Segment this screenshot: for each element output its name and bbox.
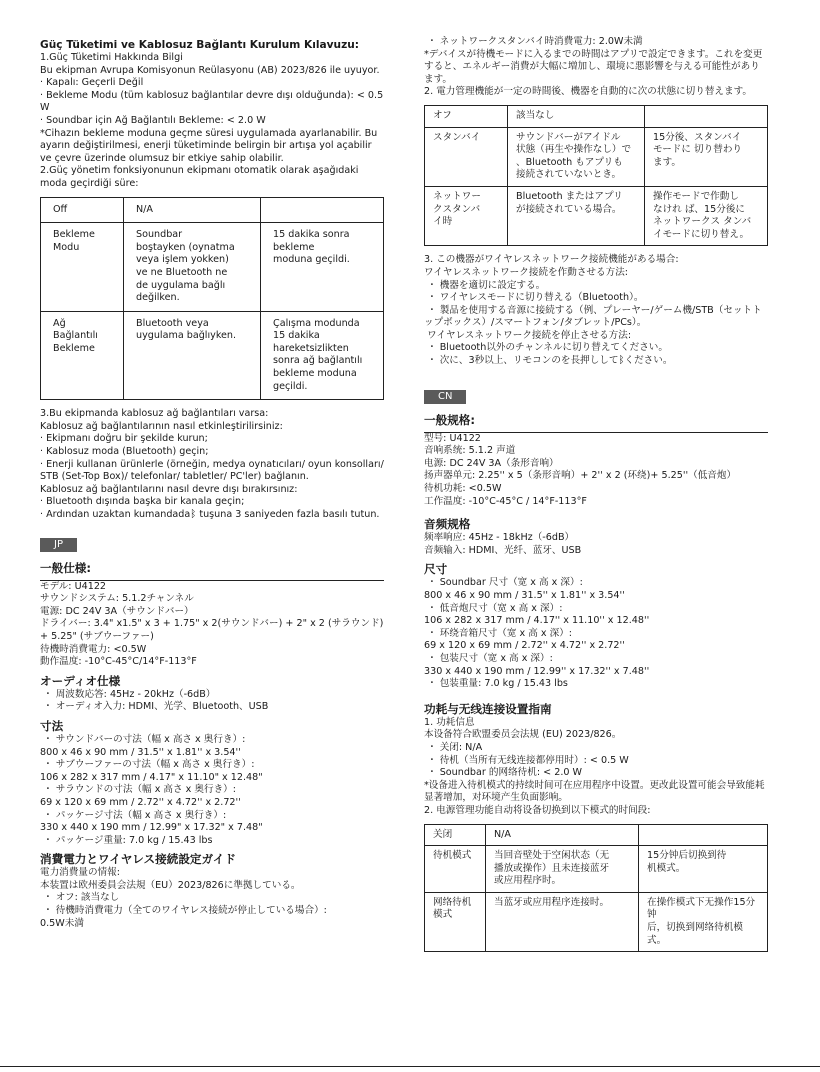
table-cell: N/A: [486, 824, 639, 846]
table-cell: Bekleme Modu: [41, 223, 124, 312]
table-cell: Bluetooth またはアプリ が接続されている場合。: [508, 186, 645, 245]
jp-general: モデル: U4122 サウンドシステム: 5.1.2チャンネル 電源: DC 24V 3A（サウンドバー） ドライバー: 3.4" x1.5" x 3 + 1.75" x 2(サウンドバー) + 2" x 2 (サラウンド) + 5.25" (サブウーファー) 待機時消費電力: <0.5W 動作温度: -10°C-45°C/14°F-113°F: [40, 580, 384, 668]
table-cell: オフ: [425, 105, 508, 127]
bluetooth-icon: ᛒ: [618, 355, 625, 367]
cn-size-title: 尺寸: [424, 562, 448, 577]
cn-audio-title: 音频规格: [424, 517, 471, 532]
bluetooth-icon: ᛒ: [190, 509, 197, 520]
table-cell: 当回音壁处于空闲状态（无 播放或操作）且未连接蓝牙 或应用程序时。: [486, 846, 639, 893]
table-cell: [261, 197, 384, 223]
table-cell: ネットワー クスタンバ イ時: [425, 186, 508, 245]
table-row: [41, 223, 384, 312]
cn-power-table: [424, 824, 768, 953]
table-row: [425, 824, 768, 846]
cn-audio: 频率响应: 45Hz - 18kHz（-6dB） 音频输入: HDMI、光纤、蓝牙、USB: [424, 532, 582, 556]
table-cell: 网络待机 模式: [425, 892, 486, 951]
jp-power-table: [424, 105, 768, 246]
table-cell: 当蓝牙或应用程序连接时。: [486, 892, 639, 951]
right-column: [424, 36, 768, 960]
table-cell: 15分後、スタンバイ モードに 切り替わり ます。: [645, 127, 768, 186]
tr-wireless-tail: tuşuna 3 saniyeden fazla basılı tutun.: [196, 509, 380, 520]
table-row: [425, 105, 768, 127]
table-cell: 15 dakika sonra bekleme moduna geçildi.: [261, 223, 384, 312]
table-row: [425, 892, 768, 951]
tr-wireless-text: 3.Bu ekipmanda kablosuz ağ bağlantıları varsa: Kablosuz ağ bağlantılarının nasıl etkinleştirilirsiniz: · Ekipmanı doğru bir şekilde kurun; · Kablosuz moda (Bluetooth) geçin; · Enerji kullanan ürünlerle (örneğin, medya oynatıcıları/ oyun konsolları/ STB (Set-Top Box)/ telefonlar/ tabletler/ PC'ler) bağlanın. Kablosuz ağ bağlantılarını nasıl devre dışı bırakırsınız: · Bluetooth dışında başka bir kanala geçin; · Ardından uzaktan kumandada: [40, 408, 384, 520]
table-cell: 待机模式: [425, 846, 486, 893]
table-cell: 在操作模式下无操作15分钟 后，切换到网络待机模式。: [639, 892, 768, 951]
cn-badge: CN: [424, 390, 466, 404]
table-cell: Off: [41, 197, 124, 223]
cn-general: 型号: U4122 音响系统: 5.1.2 声道 电源: DC 24V 3A（条形音响） 扬声器单元: 2.25'' x 5（条形音响）+ 2'' x 2 (环绕)+ 5.25''（低音炮） 待机功耗: <0.5W 工作温度: -10°C-45°C / 14°F-113°F: [424, 432, 737, 507]
jp-power: 電力消費量の情報: 本装置は欧州委員会法規（EU）2023/826に準拠している。 ・ オフ: 該当なし ・ 待機時消費電力（全てのワイヤレス接続が停止している場合）: 0.5W未満: [40, 867, 327, 929]
jp-wireless: [424, 254, 768, 367]
jp-size: ・ サウンドバーの寸法（幅 x 高さ x 奥行き）: 800 x 46 x 90 mm / 31.5'' x 1.81'' x 3.54'' ・ サブウーファーの寸法（幅 x 高さ x 奥行き）: 106 x 282 x 317 mm / 4.17" x 11.10" x 12.48" ・ サラウンドの寸法（幅 x 高さ x 奥行き）: 69 x 120 x 69 mm / 2.72'' x 4.72'' x 2.72'' ・ パッケージ寸法（幅 x 高さ x 奥行き）: 330 x 440 x 190 mm / 12.99" x 17.32" x 7.48" ・ パッケージ重量: 7.0 kg / 15.43 lbs: [40, 733, 263, 846]
tr-title: Güç Tüketimi ve Kablosuz Bağlantı Kurulum Kılavuzu:: [40, 39, 360, 51]
table-cell: [639, 824, 768, 846]
bottom-divider: [0, 1066, 820, 1067]
cn-size: ・ Soundbar 尺寸（宽 x 高 x 深）: 800 x 46 x 90 mm / 31.5'' x 1.81'' x 3.54'' ・ 低音炮尺寸（宽 x 高 x 深）: 106 x 282 x 317 mm / 4.17'' x 11.10'' x 12.48'' ・ 环绕音箱尺寸（宽 x 高 x 深）: 69 x 120 x 69 mm / 2.72'' x 4.72'' x 2.72'' ・ 包装尺寸（宽 x 高 x 深）: 330 x 440 x 190 mm / 12.99'' x 17.32'' x 7.48'' ・ 包装重量: 7.0 kg / 15.43 lbs: [424, 577, 650, 690]
jp-wireless-text: 3. この機器がワイヤレスネットワーク接続機能がある場合: ワイヤレスネットワーク接続を作動させる方法: ・ 機器を適切に設定する。 ・ ワイヤレスモードに切り替える（Bluetooth）。 ・ 製品を使用する音源に接続する（例、プレーヤー/ゲーム機/STB（セットトップボックス）/スマートフォン/タブレット/PCs）。 ワイヤレスネットワーク接続を停止させる方法: ・ Bluetooth以外のチャンネルに切り替えてください。 ・ 次に、3秒以上、リモコンのを長押しして: [424, 254, 762, 367]
jp-cont: ・ ネットワークスタンバイ時消費電力: 2.0W未満 *デバイスが待機モードに入るまでの時間はアプリで設定できます。これを変更すると、エネルギー消費が大幅に増加し、環境に悪影響を与える可能性があります。 2. 電力管理機能が一定の時間後、機器を自動的に次の状態に切り替えます。: [424, 36, 763, 98]
table-cell: Bluetooth veya uygulama bağlıyken.: [124, 311, 261, 400]
table-row: [425, 186, 768, 245]
cn-power: 1. 功耗信息 本设备符合欧盟委员会法规 (EU) 2023/826。 ・ 关闭: N/A ・ 待机（当所有无线连接都停用时）: < 0.5 W ・ Soundbar 的网络待机: < 2.0 W *设备进入待机模式的持续时间可在应用程序中设置。更改此设置可能会导致能耗显著增加，对环境产生负面影响。 2. 电源管理功能自动将设备切换到以下模式的时间段:: [424, 716, 765, 816]
table-cell: [645, 105, 768, 127]
table-row: [425, 846, 768, 893]
jp-size-title: 寸法: [40, 718, 64, 733]
jp-wireless-tail: ください。: [624, 355, 673, 367]
jp-power-title: 消費電力とワイヤレス接続設定ガイド: [40, 852, 236, 867]
jp-audio-title: オーディオ仕様: [40, 673, 121, 688]
table-cell: 15分钟后切换到待 机模式。: [639, 846, 768, 893]
jp-audio: ・ 周波数応答: 45Hz - 20kHz（-6dB） ・ オーディオ入力: HDMI、光学、Bluetooth、USB: [43, 688, 269, 713]
table-cell: 关闭: [425, 824, 486, 846]
table-cell: N/A: [124, 197, 261, 223]
jp-general-title: 一般仕様:: [40, 560, 92, 575]
cn-power-title: 功耗与无线连接设置指南: [424, 701, 552, 716]
table-cell: サウンドバーがアイドル 状態（再生や操作なし）で 、Bluetooth もアプリも 接続されていないとき。: [508, 127, 645, 186]
table-cell: Çalışma modunda 15 dakika hareketsizlikten sonra ağ bağlantılı bekleme moduna geçildi.: [261, 311, 384, 400]
tr-power-table: [40, 197, 384, 401]
table-cell: Soundbar boştayken (oynatma veya işlem yokken) ve ne Bluetooth ne de uygulama bağlı değilken.: [124, 223, 261, 312]
cn-general-title: 一般规格:: [424, 412, 476, 427]
table-cell: スタンバイ: [425, 127, 508, 186]
table-row: [41, 311, 384, 400]
table-row: [41, 197, 384, 223]
jp-badge: JP: [40, 538, 77, 552]
table-row: [425, 127, 768, 186]
tr-intro: 1.Güç Tüketimi Hakkında Bilgi Bu ekipman Avrupa Komisyonun Reülasyonu (AB) 2023/826 ile uyuyor. · Kapalı: Geçerli Değil · Bekleme Modu (tüm kablosuz bağlantılar devre dışı olduğunda): < 0.5 W · Soundbar için Ağ Bağlantılı Bekleme: < 2.0 W *Cihazın bekleme moduna geçme süresi uygulamada ayarlanabilir. Bu ayarın değiştirilmesi, enerji tüketiminde belirgin bir artışa yol açabilir ve çevre üzerinde olumsuz bir etkiye sahip olabilir. 2.Güç yönetim fonksiyonunun ekipmanı otomatik olarak aşağıdaki moda geçirdiği süre:: [40, 52, 384, 189]
table-cell: Ağ Bağlantılı Bekleme: [41, 311, 124, 400]
left-column: [40, 38, 384, 930]
tr-wireless: [40, 408, 384, 521]
table-cell: 該当なし: [508, 105, 645, 127]
table-cell: 操作モードで作動し なけれ ば、15分後に ネットワークス タンバ イモードに切り替え。: [645, 186, 768, 245]
